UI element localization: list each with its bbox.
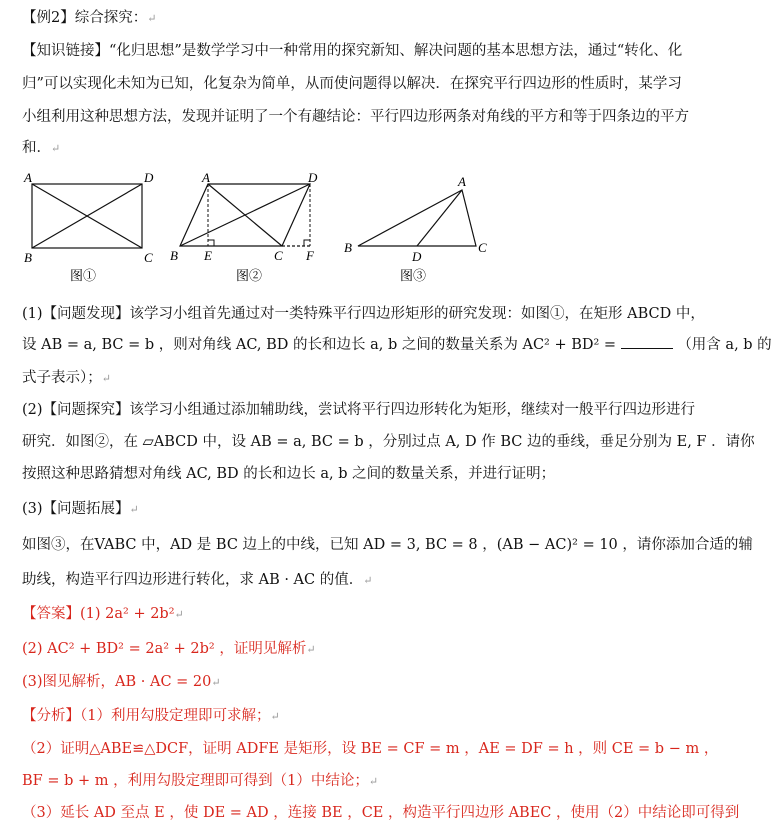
- answer-line-2: (2) AC² + BD² = 2a² + 2b² ，证明见解析↵: [22, 641, 316, 657]
- fig3-label-d: D: [412, 249, 422, 264]
- figure-1-rectangle: [23, 170, 154, 283]
- fig3-label-c: C: [478, 240, 487, 255]
- q1-answer-blank: [621, 336, 673, 349]
- q2-line-1: (2)【问题探究】该学习小组通过添加辅助线，尝试将平行四边形转化为矩形，继续对一般平行四边形进行: [22, 402, 696, 418]
- q2-line-2: 研究．如图②，在 ▱ABCD 中，设 AB = a, BC = b ，分别过点 A, D 作 BC 边的垂线，垂足分别为 E, F ．请你: [22, 434, 755, 450]
- q1-line-2: 设 AB = a, BC = b ，则对角线 AC, BD 的长和边长 a, b 之间的数量关系为 AC² + BD² = （用含 a, b 的: [22, 337, 772, 353]
- figures-row: [18, 168, 518, 290]
- q3-line-2: 如图③，在VABC 中，AD 是 BC 边上的中线，已知 AD = 3, BC = 8 ，(AB − AC)² = 10 ，请你添加合适的辅: [22, 537, 753, 553]
- fig1-label-d: D: [144, 170, 154, 185]
- fig3-label-b: B: [344, 240, 352, 255]
- figure-2-parallelogram: [170, 170, 318, 283]
- knowledge-line-4: 和．↵: [22, 140, 61, 156]
- analysis-line-1: 【分析】（1）利用勾股定理即可求解；↵: [22, 708, 280, 724]
- analysis-line-4: （3）延长 AD 至点 E ，使 DE = AD ，连接 BE ，CE ，构造平行四边形 ABEC ，使用（2）中结论即可得到: [22, 805, 740, 821]
- fig3-label-a: A: [458, 174, 466, 189]
- q1-line-3: 式子表示）；↵: [22, 370, 111, 386]
- knowledge-line-2: 归”可以实现化未知为已知，化复杂为简单，从而使问题得以解决．在探究平行四边形的性质时，某学习: [22, 76, 682, 92]
- knowledge-line-1: 【知识链接】“化归思想”是数学学习中一种常用的探究新知、解决问题的基本思想方法，通过“转化、化: [22, 43, 683, 59]
- figure-3-triangle: [344, 174, 487, 283]
- fig2-label-b: B: [170, 248, 178, 263]
- fig2-label-a: A: [202, 170, 210, 185]
- example-title: 【例2】综合探究：↵: [22, 10, 157, 26]
- analysis-line-3: BF = b + m ，利用勾股定理即可得到（1）中结论；↵: [22, 773, 379, 789]
- fig2-caption: 图②: [236, 268, 263, 283]
- q2-line-3: 按照这种思路猜想对角线 AC, BD 的长和边长 a, b 之间的数量关系，并进行证明；: [22, 466, 556, 482]
- fig2-label-d: D: [308, 170, 318, 185]
- q3-line-3: 助线，构造平行四边形进行转化，求 AB · AC 的值．↵: [22, 572, 373, 588]
- q1-line-1: (1)【问题发现】该学习小组首先通过对一类特殊平行四边形矩形的研究发现：如图①，在矩形 ABCD 中，: [22, 306, 705, 322]
- fig1-caption: 图①: [70, 268, 97, 283]
- fig2-label-f: F: [306, 248, 314, 263]
- fig1-label-b: B: [24, 250, 32, 265]
- fig1-label-c: C: [144, 250, 153, 265]
- fig1-label-a: A: [24, 170, 32, 185]
- fig2-label-c: C: [274, 248, 283, 263]
- answer-line-1: 【答案】(1) 2a² + 2b²↵: [22, 606, 184, 622]
- fig3-caption: 图③: [400, 268, 427, 283]
- q3-line-1: (3)【问题拓展】↵: [22, 501, 139, 517]
- fig2-label-e: E: [204, 248, 212, 263]
- answer-line-3: (3)图见解析，AB · AC = 20↵: [22, 674, 221, 690]
- analysis-line-2: （2）证明△ABE≌△DCF，证明 ADFE 是矩形，设 BE = CF = m ，AE = DF = h ，则 CE = b − m ，: [22, 741, 719, 757]
- knowledge-line-3: 小组利用这种思想方法，发现并证明了一个有趣结论：平行四边形两条对角线的平方和等于四条边的平方: [22, 109, 689, 125]
